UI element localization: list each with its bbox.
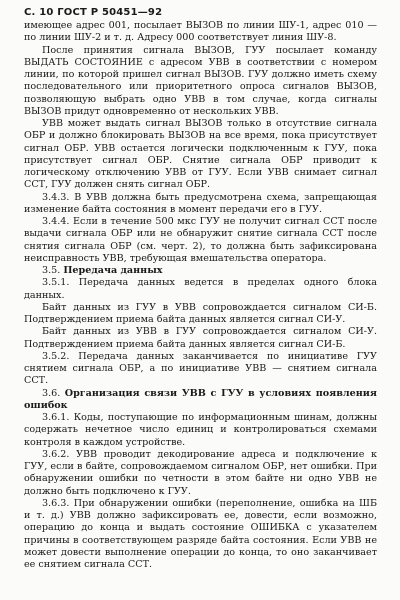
section-heading [24, 265, 377, 277]
section-title: Организация связи УВВ с ГУУ в условиях появления ошибок [24, 387, 377, 411]
paragraph: Байт данных из УВВ в ГУУ сопровождается сигналом СИ-У. Подтверждением приема байта данных является сигнал СИ-Б. [24, 326, 377, 350]
section-number: 3.6. [42, 387, 61, 399]
paragraph: 3.6.2. УВВ проводит декодирование адреса и подключение к ГУУ, если в байте, сопровождаемом сигналом ОБР, нет ошибки. При обнаружении ошибки по четности в этом байте ни одно УВВ не должно быть подключено к ГУУ. [24, 448, 377, 497]
page-header: С. 10 ГОСТ Р 50451—92 [24, 7, 163, 18]
paragraph: 3.5.2. Передача данных заканчивается по инициативе ГУУ снятием сигнала ОБР, а по инициативе УВВ — снятием сигнала ССТ. [24, 350, 377, 387]
paragraph: 3.6.3. При обнаружении ошибки (переполнение, ошибка на ШБ и т. д.) УВВ должно зафиксировать ее, довести, если возможно, операцию до конца и выдать состояние ОШИБКА с указателем причины в соответствующем разряде байта состояния. Если УВВ не может довести выполнение операции до конца, то оно заканчивает ее снятием сигнала ССТ. [24, 497, 377, 570]
paragraph: 3.6.1. Коды, поступающие по информационным шинам, должны содержать нечетное число единиц и контролироваться схемами контроля в каждом устройстве. [24, 412, 377, 448]
paragraph: 3.5.1. Передача данных ведется в пределах одного блока данных. [24, 277, 377, 301]
document-body [24, 20, 377, 571]
paragraph: После принятия сигнала ВЫЗОВ, ГУУ посылает команду ВЫДАТЬ СОСТОЯНИЕ с адресом УВВ в соответствии с номером линии, по которой пришел сигнал ВЫЗОВ. ГУУ должно иметь схему последовательного или приоритетного опроса сигналов ВЫЗОВ, позволяющую выбрать одно УВВ в том случае, когда сигналы ВЫЗОВ придут одновременно от нескольких УВВ. [24, 44, 377, 117]
paragraph: Байт данных из ГУУ в УВВ сопровождается сигналом СИ-Б. Подтверждением приема байта данных является сигнал СИ-У. [24, 301, 377, 325]
paragraph: УВВ может выдать сигнал ВЫЗОВ только в отсутствие сигнала ОБР и должно блокировать ВЫЗОВ на все время, пока присутствует сигнал ОБР. УВВ остается логически подключенным к ГУУ, пока присутствует сигнал ОБР. Снятие сигнала ОБР приводит к логическому отключению УВВ от ГУУ. Если УВВ снимает сигнал ССТ, ГУУ должен снять сигнал ОБР. [24, 118, 377, 191]
paragraph: 3.4.4. Если в течение 500 мкс ГУУ не получит сигнал ССТ после выдачи сигнала ОБР или не обнаружит снятие сигнала ССТ после снятия сигнала ОБР (см. черт. 2), то должна быть зафиксирована неисправность УВВ, требующая вмешательства оператора. [24, 216, 377, 264]
paragraph: 3.4.3. В УВВ должна быть предусмотрена схема, запрещающая изменение байта состояния в момент передачи его в ГУУ. [24, 191, 377, 215]
section-heading [24, 388, 377, 413]
section-number: 3.5. [42, 265, 61, 276]
paragraph: имеющее адрес 001, посылает ВЫЗОВ по линии ШУ-1, адрес 010 — по линии ШУ-2 и т. д. Адресу 000 соответствует линия ШУ-8. [24, 20, 377, 44]
section-title: Передача данных [63, 265, 163, 276]
